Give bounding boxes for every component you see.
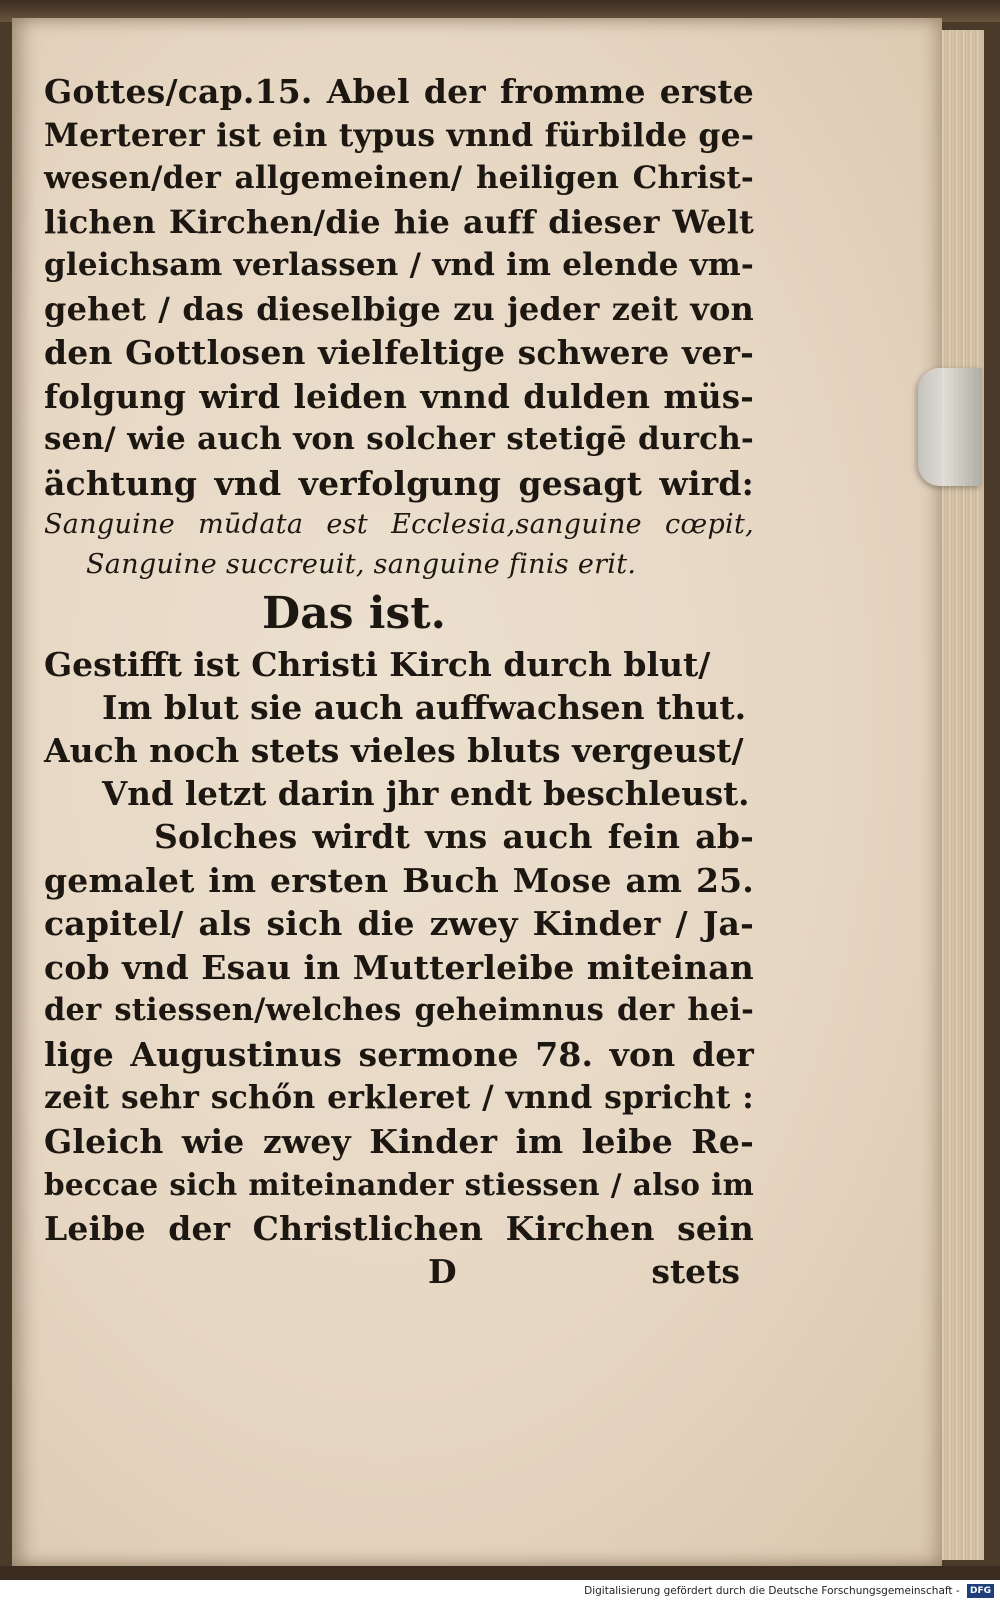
text-line: lige Augustinus sermone 78. von der (44, 1034, 754, 1074)
credit-text: Digitalisierung gefördert durch die Deutsche Forschungsgemeinschaft - (584, 1585, 960, 1597)
text-line: zeit sehr schőn erkleret / vnnd spricht : (44, 1079, 754, 1116)
text-line: folgung wird leiden vnnd dulden müs- (44, 376, 754, 416)
text-line: ächtung vnd verfolgung gesagt wird: (44, 463, 754, 503)
text-line: cob vnd Esau in Mutterleibe miteinan (44, 947, 754, 987)
text-line: der stiessen/welches geheimnus der hei- (44, 992, 754, 1028)
catchword: stets (651, 1252, 740, 1291)
paragraph-2 (44, 815, 754, 1250)
text-line: gemalet im ersten Buch Mose am 25. (44, 860, 754, 900)
text-line: gehet / das dieselbige zu jeder zeit von (44, 289, 754, 328)
book-bottom-edge (0, 1566, 1000, 1580)
text-line: sen/ wie auch von solcher stetigē durch- (44, 421, 754, 457)
text-line: Gottes/cap.15. Abel der fromme erste (44, 72, 754, 111)
text-line: Gleich wie zwey Kinder im leibe Re- (44, 1121, 754, 1161)
text-line: Leibe der Christlichen Kirchen sein (44, 1208, 754, 1248)
verse-line: Im blut sie auch auffwachsen thut. (102, 688, 747, 727)
verse-line: Vnd letzt darin jhr endt beschleust. (102, 774, 750, 813)
latin-line: Sanguine mūdata est Ecclesia,sanguine cœpit, (44, 509, 754, 540)
section-heading: Das ist. (262, 588, 446, 639)
latin-quote (44, 505, 754, 585)
dfg-logo: DFG (967, 1584, 994, 1598)
signature-mark: D (428, 1252, 457, 1291)
text-line: Solches wirdt vns auch fein ab- (154, 817, 754, 856)
digitization-credit-bar (0, 1580, 1000, 1602)
text-line: wesen/der allgemeinen/ heiligen Christ- (44, 160, 754, 196)
text-line: Merterer ist ein typus vnnd fürbilde ge- (44, 116, 755, 154)
text-line: den Gottlosen vielfeltige schwere ver- (44, 333, 754, 372)
text-line: beccae sich miteinander stiessen / also im (44, 1167, 754, 1202)
verse-line: Auch noch stets vieles bluts vergeust/ (44, 731, 744, 770)
text-line: lichen Kirchen/die hie auff dieser Welt (44, 202, 754, 241)
page-text (44, 70, 754, 1293)
paragraph-1 (44, 70, 754, 505)
text-line: gleichsam verlassen / vnd im elende vm- (44, 247, 754, 283)
page-clip-tab (918, 368, 982, 486)
page-edges (936, 30, 984, 1560)
page-foot (44, 1250, 754, 1293)
latin-line: Sanguine succreuit, sanguine finis erit. (86, 549, 637, 580)
text-line: capitel/ als sich die zwey Kinder / Ja- (44, 904, 754, 943)
verse-block (44, 643, 754, 815)
verse-line: Gestifft ist Christi Kirch durch blut/ (44, 645, 711, 684)
